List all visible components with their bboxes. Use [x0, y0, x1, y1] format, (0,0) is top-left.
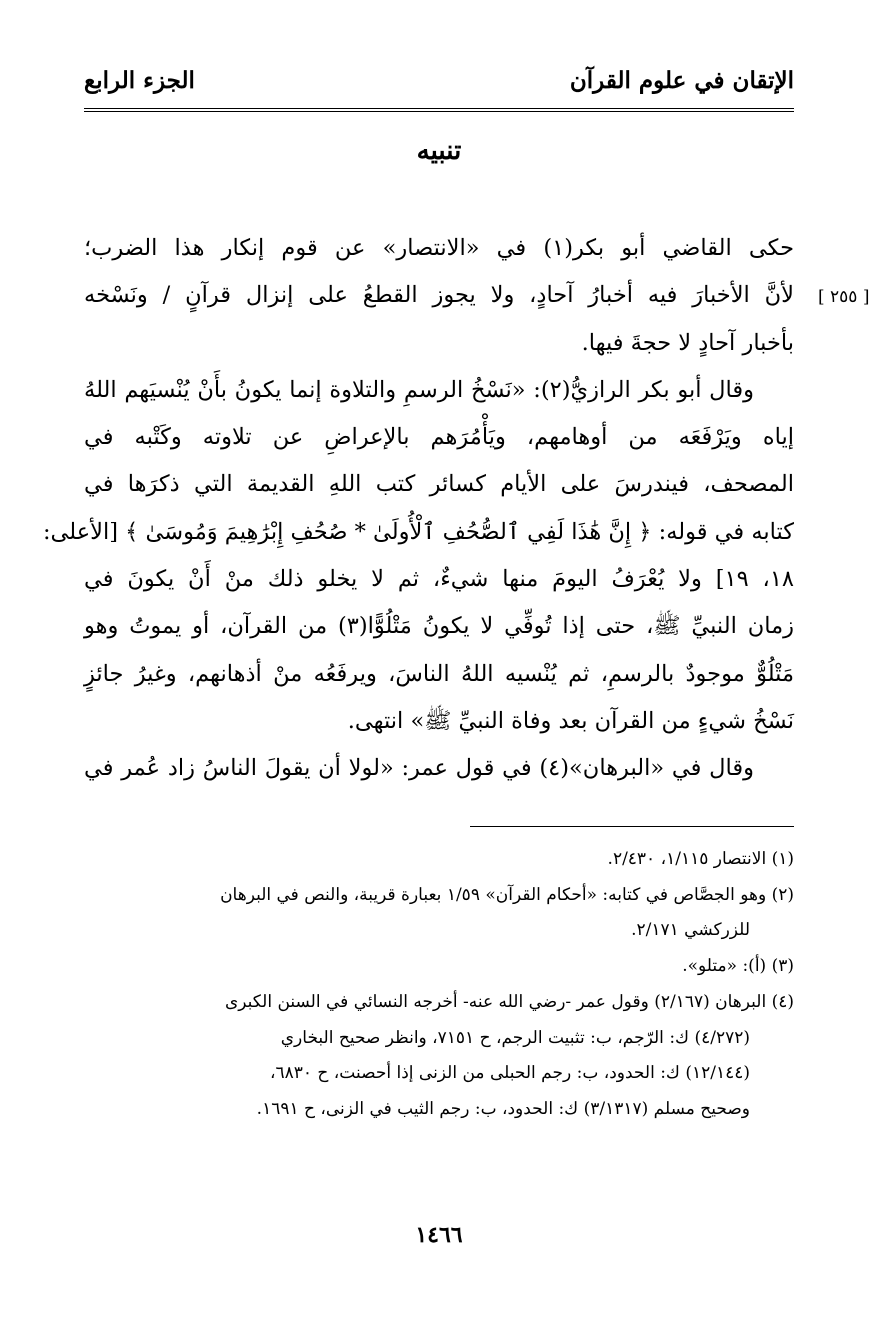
- footnote: (١) الانتصار ١/١١٥، ٢/٤٣٠.: [607, 849, 794, 869]
- text-line: إياه ويَرْفَعَه من أوهامهم، ويَأْمُرَهم بالإعراضِ عن تلاوته وكَتْبه في: [84, 424, 794, 451]
- text-line: كتابه في قوله: ﴿ إِنَّ هَٰذَا لَفِي ٱلصُّحُفِ ٱلْأُولَىٰ * صُحُفِ إِبْرَٰهِيمَ وَمُوسَىٰ ﴾ [الأعلى:: [42, 518, 794, 545]
- text-line: مَتْلُوٌّ موجودٌ بالرسمِ، ثم يُنْسيه اللهُ الناسَ، ويرفَعُه منْ أذهانهم، وغيرُ جائزٍ: [84, 660, 794, 687]
- footnote: (٣) (أ): «متلو».: [682, 956, 794, 977]
- section-heading: تنبيه: [416, 136, 462, 166]
- text-line: نَسْخُ شيءٍ من القرآن بعد وفاة النبيِّ ﷺ» انتهى.: [347, 707, 794, 734]
- text-line: وقال أبو بكر الرازيُّ(٢): «نَسْخُ الرسمِ والتلاوة إنما يكونُ بأَنْ يُنْسيَهم اللهُ: [84, 376, 754, 403]
- text-line: لأنَّ الأخبارَ فيه أخبارُ آحادٍ، ولا يجوز القطعُ على إنزال قرآنٍ / ونَسْخه: [84, 282, 794, 309]
- header-rule: [84, 108, 794, 112]
- text-line: ١٨، ١٩] ولا يُعْرَفُ اليومَ منها شيءٌ، ثم لا يخلو ذلك منْ أَنْ يكونَ في: [84, 566, 794, 593]
- footnote-continuation: للزركشي ٢/١٧١.: [631, 920, 750, 941]
- margin-page-reference: [ ٢٥٥ ]: [818, 287, 870, 307]
- footnote: (٢) وهو الجصَّاص في كتابه: «أحكام القرآن» ١/٥٩ بعبارة قريبة، والنص في البرهان: [220, 884, 794, 905]
- text-line: بأخبار آحادٍ لا حجةَ فيها.: [581, 329, 794, 356]
- volume-label: الجزء الرابع: [84, 66, 195, 94]
- text-line: المصحف، فيندرسَ على الأيام كسائر كتب اللهِ القديمة التي ذكرَها في: [84, 471, 794, 498]
- running-header: [84, 58, 794, 102]
- footnote-continuation: (١٢/١٤٤) ك: الحدود، ب: رجم الحبلى من الزنى إذا أحصنت، ح ٦٨٣٠،: [269, 1063, 750, 1084]
- text-line: زمان النبيِّ ﷺ، حتى إذا تُوفِّي لا يكونُ مَتْلُوًّا(٣) من القرآن، أو يموتُ وهو: [84, 613, 794, 640]
- footnote-continuation: وصحيح مسلم (٣/١٣١٧) ك: الحدود، ب: رجم الثيب في الزنى، ح ١٦٩١.: [256, 1098, 750, 1119]
- text-line: حكى القاضي أبو بكر(١) في «الانتصار» عن قوم إنكار هذا الضرب؛: [84, 235, 795, 261]
- main-text: [42, 225, 795, 793]
- footnote-separator: [470, 826, 794, 827]
- text-line: وقال في «البرهان»(٤) في قول عمر: «لولا أن يقولَ الناسُ زاد عُمر في: [84, 755, 754, 782]
- footnote-continuation: (٤/٢٧٢) ك: الرّجم، ب: تثبيت الرجم، ح ٧١٥١، وانظر صحيح البخاري: [280, 1027, 750, 1048]
- footnote: (٤) البرهان (٢/١٦٧) وقول عمر -رضي الله عنه- أخرجه النسائي في السنن الكبرى: [224, 991, 794, 1012]
- footnotes: [84, 842, 794, 1128]
- page-number: ١٤٦٦: [415, 1222, 463, 1248]
- book-title: الإتقان في علوم القرآن: [569, 66, 794, 94]
